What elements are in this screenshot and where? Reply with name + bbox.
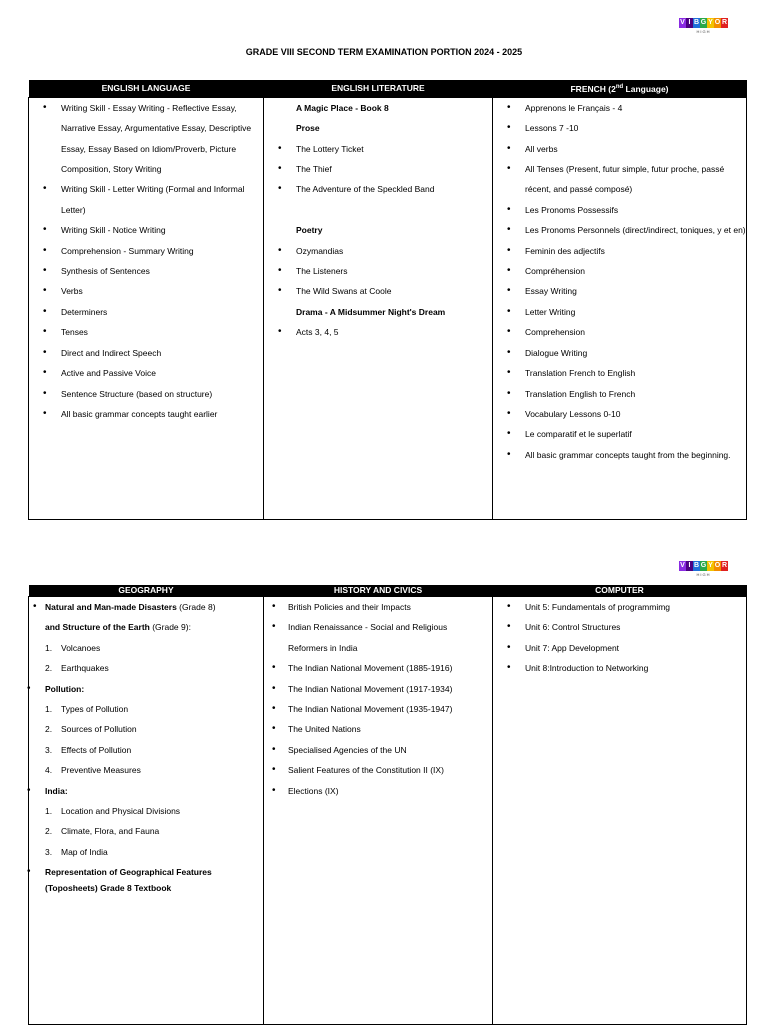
list-item: • Unit 6: Control Structures [493, 617, 746, 637]
list-item: • Determiners [29, 302, 263, 322]
geography-list [29, 597, 263, 896]
list-item: • Les Pronoms Personnels (direct/indirect, toniques, y et en) [493, 220, 746, 240]
header-history: HISTORY AND CIVICS [264, 585, 493, 597]
page-title: GRADE VIII SECOND TERM EXAMINATION PORTION 2024 - 2025 [245, 47, 523, 57]
list-item: • Compréhension [493, 261, 746, 281]
list-item: • Essay Writing [493, 281, 746, 301]
geo-pollution-label: • Pollution: [29, 679, 263, 699]
list-item: 2. Climate, Flora, and Fauna [45, 826, 160, 837]
list-item: • Acts 3, 4, 5 [264, 322, 492, 342]
list-item: 3. Effects of Pollution [45, 744, 132, 755]
french-list [493, 98, 746, 465]
computer-list [493, 597, 746, 679]
geo-disasters-rest-1: (Grade 8) [176, 602, 216, 612]
logo-letters [679, 561, 728, 571]
list-item: • Comprehension [493, 322, 746, 342]
header-french-post: Language) [623, 83, 669, 94]
cell-english-language [29, 97, 264, 519]
logo-letter: R [721, 19, 728, 26]
list-item: • The Adventure of the Speckled Band [264, 179, 492, 199]
header-computer: COMPUTER [493, 585, 747, 597]
list-item: • Sentence Structure (based on structure) [29, 384, 263, 404]
list-item: 1. Types of Pollution [45, 704, 129, 715]
logo-letter: I [686, 561, 693, 571]
list-item: • Comprehension - Summary Writing [29, 241, 263, 261]
list-item: • Synthesis of Sentences [29, 261, 263, 281]
cell-history [264, 597, 493, 1025]
logo-letter: G [700, 19, 707, 26]
table-social-computer [28, 585, 747, 1025]
list-item: • Lessons 7 -10 [493, 118, 746, 138]
list-item: • Feminin des adjectifs [493, 241, 746, 261]
logo-letter: O [714, 19, 721, 26]
geo-representation-line2: (Toposheets) Grade 8 Textbook [45, 883, 172, 894]
list-item: • Salient Features of the Constitution II (IX) [264, 760, 492, 780]
logo-letter: V [680, 19, 685, 26]
logo-letter: R [721, 562, 728, 569]
list-item: • Elections (IX) [264, 781, 492, 801]
cell-geography [29, 597, 264, 1025]
list-item: • Letter Writing [493, 302, 746, 322]
list-item: • Dialogue Writing [493, 343, 746, 363]
geo-disasters-line1 [29, 597, 263, 617]
list-item: 4. Preventive Measures [45, 765, 141, 776]
logo-sub: HIGH [696, 29, 711, 34]
cell-english-literature [264, 97, 493, 519]
english-literature-list [264, 98, 492, 343]
list-item: 1. Location and Physical Divisions [45, 806, 181, 817]
list-item: • The Thief [264, 159, 492, 179]
logo-letter: V [680, 562, 685, 569]
list-item: • Indian Renaissance - Social and Religious Reformers in India [264, 617, 492, 658]
list-item: • The Indian National Movement (1885-1916) [264, 658, 492, 678]
list-item: • All Tenses (Present, futur simple, futur proche, passé récent, and passé composé) [493, 159, 750, 200]
list-item: • All basic grammar concepts taught from the beginning. [493, 445, 746, 465]
logo-letter: Y [708, 19, 713, 26]
logo-letter: G [700, 562, 707, 569]
vibgyor-logo [679, 18, 728, 36]
geo-disasters-rest-2: (Grade 9): [149, 622, 191, 633]
header-french-pre: FRENCH (2 [570, 83, 616, 94]
list-item: • Les Pronoms Possessifs [493, 200, 746, 220]
list-item: 2. Sources of Pollution [45, 724, 137, 735]
spacer [264, 200, 492, 220]
list-item: 2. Earthquakes [45, 663, 109, 674]
list-item: 3. Map of India [45, 846, 108, 857]
literature-prose-label: Prose [296, 123, 320, 134]
literature-book-title: A Magic Place - Book 8 [296, 102, 389, 113]
cell-computer [493, 597, 747, 1025]
logo-letter: B [693, 562, 700, 569]
logo-sub: HIGH [696, 572, 711, 577]
list-item: • Active and Passive Voice [29, 363, 263, 383]
history-list [264, 597, 492, 801]
geo-india-label: • India: [29, 781, 263, 801]
geo-disasters-bold-1: Natural and Man-made Disasters [45, 602, 177, 612]
list-item: • Translation French to English [493, 363, 746, 383]
logo-letters [679, 18, 728, 28]
header-french [493, 80, 747, 97]
literature-drama-label: Drama - A Midsummer Night's Dream [296, 306, 446, 317]
logo-letter: B [693, 19, 700, 26]
list-item: • The Wild Swans at Coole [264, 281, 492, 301]
list-item: • Vocabulary Lessons 0-10 [493, 404, 746, 424]
table-languages [28, 80, 747, 520]
list-item: • Writing Skill - Letter Writing (Formal and Informal Letter) [29, 179, 263, 220]
logo-letter: Y [708, 562, 713, 569]
literature-poetry-label: Poetry [296, 225, 323, 236]
list-item: • The Lottery Ticket [264, 139, 492, 159]
list-item: • British Policies and their Impacts [264, 597, 492, 617]
list-item: • The Indian National Movement (1935-1947) [264, 699, 492, 719]
geo-disasters-bold-2: and Structure of the Earth [45, 622, 150, 633]
list-item: • Translation English to French [493, 384, 746, 404]
header-french-sup: nd [615, 84, 624, 90]
header-english-literature: ENGLISH LITERATURE [264, 80, 493, 97]
vibgyor-logo [679, 561, 728, 579]
list-item: • Writing Skill - Notice Writing [29, 220, 263, 240]
list-item: • Tenses [29, 322, 263, 342]
list-item: • Ozymandias [264, 241, 492, 261]
list-item: • The Indian National Movement (1917-1934) [264, 679, 492, 699]
list-item: 1. Volcanoes [45, 642, 101, 653]
list-item: • Unit 7: App Development [493, 638, 746, 658]
cell-french [493, 97, 747, 519]
logo-letter: O [714, 562, 721, 569]
list-item: • All basic grammar concepts taught earlier [29, 404, 263, 424]
list-item: • Writing Skill - Essay Writing - Reflective Essay, Narrative Essay, Argumentative Essay, Descriptive Essay, Essay Based on Idiom/Proverb, Picture Composition, Story Writing [29, 98, 263, 180]
logo-letter: I [686, 18, 693, 28]
geo-representation-line1: • Representation of Geographical Features [29, 862, 263, 880]
list-item: • Unit 5: Fundamentals of programmimg [493, 597, 746, 617]
header-english-language: ENGLISH LANGUAGE [29, 80, 264, 97]
list-item: • The Listeners [264, 261, 492, 281]
list-item: • Le comparatif et le superlatif [493, 424, 746, 444]
geo-disasters-line2 [29, 617, 263, 637]
list-item: • Specialised Agencies of the UN [264, 740, 492, 760]
header-geography: GEOGRAPHY [29, 585, 264, 597]
list-item: • Verbs [29, 281, 263, 301]
list-item: • Unit 8:Introduction to Networking [493, 658, 746, 678]
list-item: • Direct and Indirect Speech [29, 343, 263, 363]
english-language-list [29, 98, 263, 425]
list-item: • Apprenons le Français - 4 [493, 98, 746, 118]
list-item: • The United Nations [264, 719, 492, 739]
list-item: • All verbs [493, 139, 746, 159]
